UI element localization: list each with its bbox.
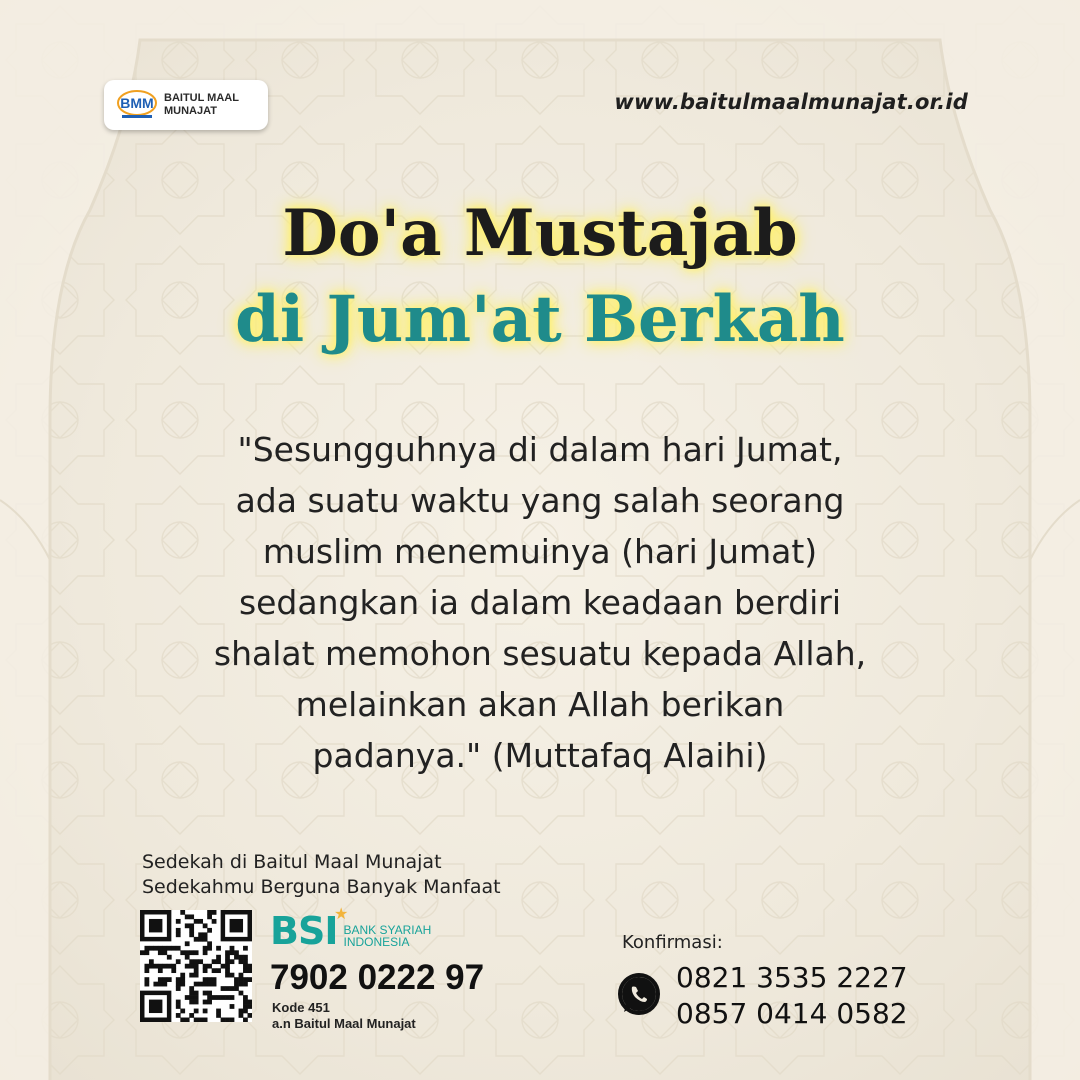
phone-list	[676, 960, 908, 1032]
quote-line: muslim menemuinya (hari Jumat)	[262, 532, 818, 571]
logo-line1: BAITUL MAAL	[164, 92, 239, 104]
quote-line: shalat memohon sesuatu kepada Allah,	[213, 634, 867, 673]
confirmation-label: Konfirmasi:	[622, 932, 723, 953]
hadith-quote	[150, 424, 930, 781]
quote-line: ada suatu waktu yang salah seorang	[235, 481, 845, 520]
quote-line: padanya." (Muttafaq Alaihi)	[312, 736, 768, 775]
quote-line: sedangkan ia dalam keadaan berdiri	[238, 583, 842, 622]
star-icon: ★	[334, 904, 349, 923]
quote-line: melainkan akan Allah berikan	[295, 685, 785, 724]
tagline-line1: Sedekah di Baitul Maal Munajat	[142, 851, 442, 873]
qr-code-icon	[140, 910, 252, 1022]
svg-text:BMM: BMM	[120, 95, 154, 111]
bsi-letters: BSI	[270, 909, 338, 953]
bank-name-line1: BANK SYARIAH	[343, 923, 432, 937]
bsi-logo	[270, 904, 432, 953]
bmm-logo-icon	[116, 88, 158, 122]
phone-number-1[interactable]: 0821 3535 2227	[676, 961, 908, 994]
whatsapp-icon[interactable]	[616, 972, 662, 1018]
account-number[interactable]: 7902 0222 97	[270, 958, 485, 997]
logo-line2: MUNAJAT	[164, 105, 217, 117]
account-name: a.n Baitul Maal Munajat	[272, 1016, 416, 1031]
account-details	[272, 1000, 416, 1032]
logo-badge[interactable]	[104, 80, 268, 130]
bank-name-line2: INDONESIA	[343, 935, 410, 949]
tagline-line2: Sedekahmu Berguna Banyak Manfaat	[142, 876, 501, 898]
qr-code[interactable]	[140, 910, 252, 1022]
logo-text	[164, 92, 239, 118]
phone-number-2[interactable]: 0857 0414 0582	[676, 997, 908, 1030]
bank-name	[343, 924, 431, 948]
quote-line: "Sesungguhnya di dalam hari Jumat,	[237, 430, 843, 469]
website-url[interactable]: www.baitulmaalmunajat.or.id	[614, 90, 968, 114]
title-line1: Do'a Mustajab	[282, 196, 798, 271]
title-line2: di Jum'at Berkah	[235, 282, 845, 357]
bank-code: Kode 451	[272, 1000, 330, 1015]
donation-tagline	[142, 850, 501, 900]
